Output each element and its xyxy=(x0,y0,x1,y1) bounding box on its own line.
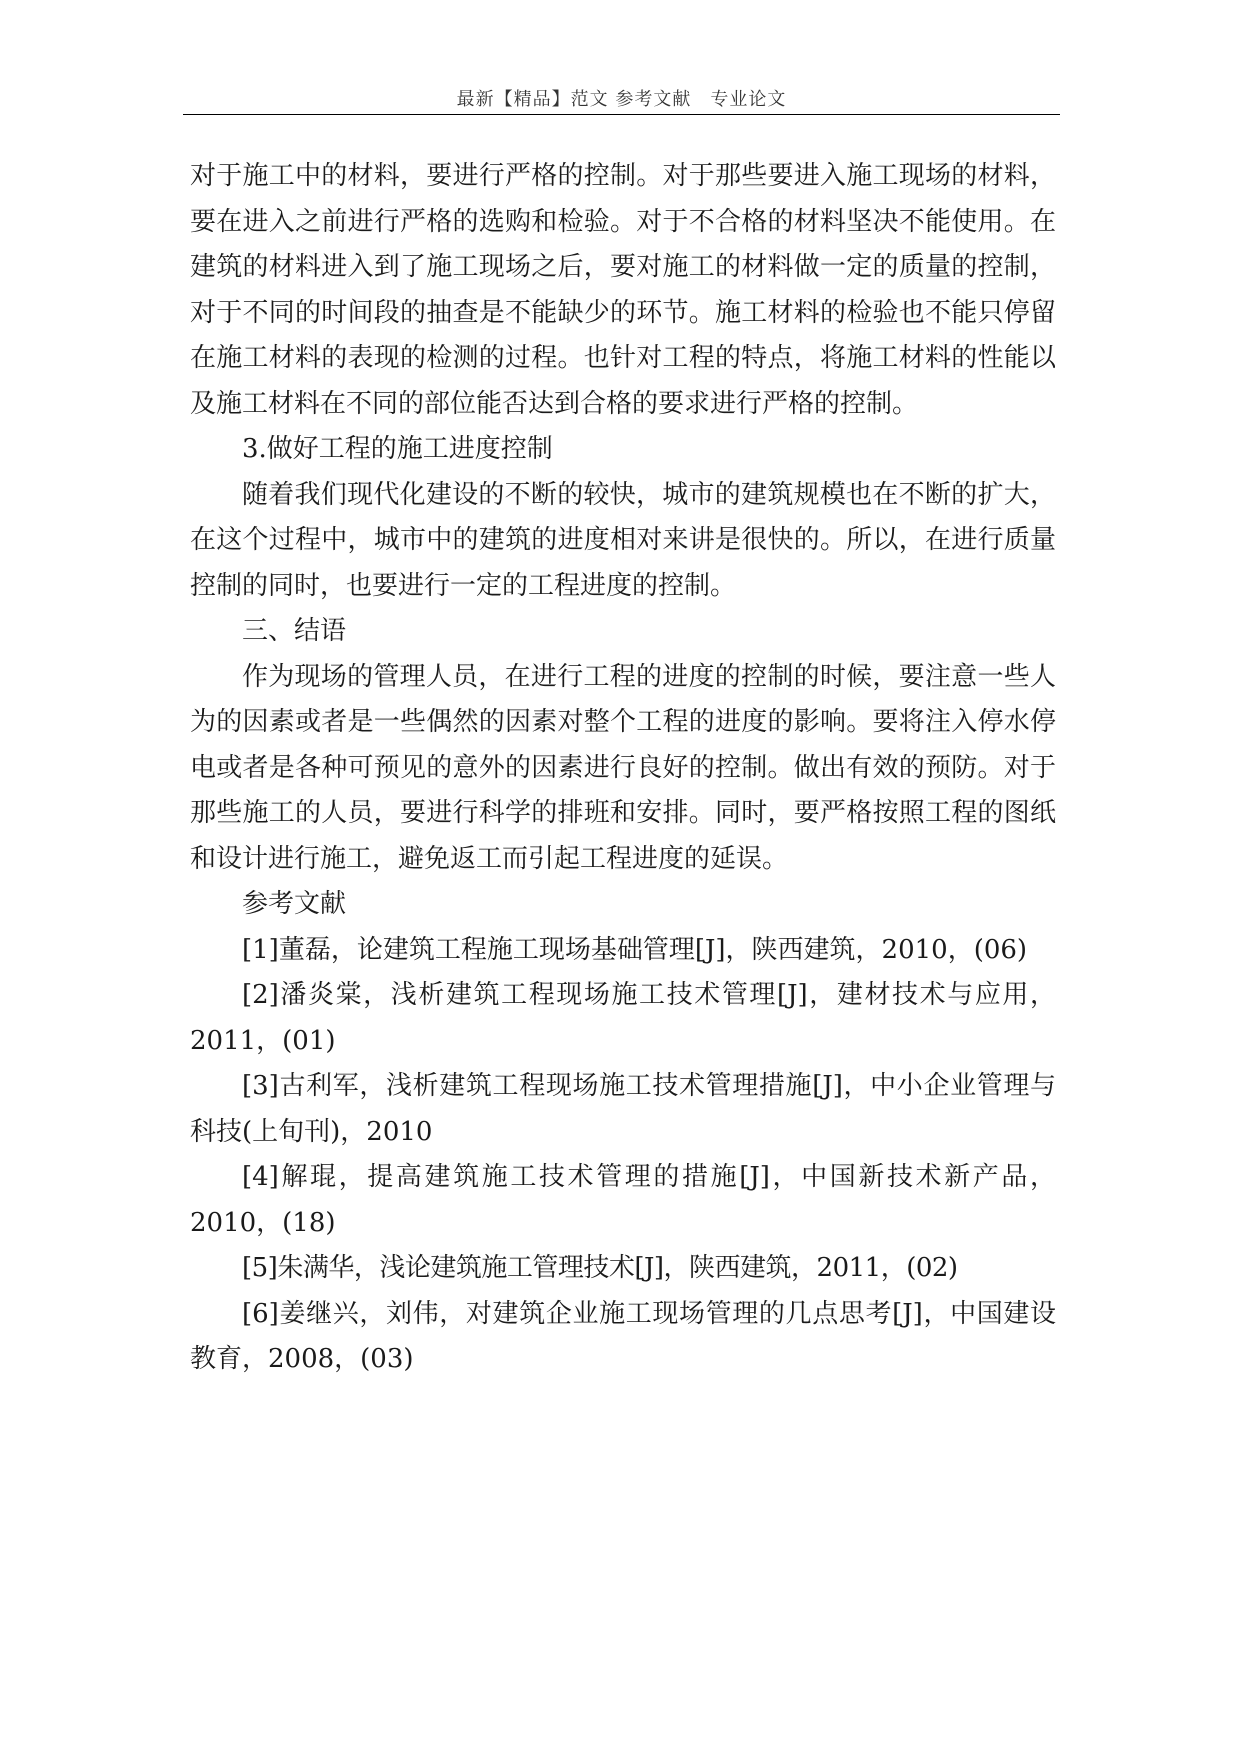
reference-item: [4]解琨，提高建筑施工技术管理的措施[J]，中国新技术新产品，2010，(18) xyxy=(190,1162,1056,1238)
reference-item: [3]古利军，浅析建筑工程现场施工技术管理措施[J]，中小企业管理与科技(上旬刊)，2010 xyxy=(190,1071,1056,1147)
reference-item: [1]董磊，论建筑工程施工现场基础管理[J]，陕西建筑，2010，(06) xyxy=(242,934,1028,965)
document-body xyxy=(190,154,1056,1383)
reference-item: [5]朱满华，浅论建筑施工管理技术[J]，陕西建筑，2011，(02) xyxy=(242,1253,958,1283)
reference-item: [6]姜继兴，刘伟，对建筑企业施工现场管理的几点思考[J]，中国建设教育，2008，(03) xyxy=(190,1298,1056,1374)
header-divider xyxy=(183,114,1060,115)
section-heading-references: 参考文献 xyxy=(242,889,347,919)
paragraph-materials: 对于施工中的材料，要进行严格的控制。对于那些要进入施工现场的材料，要在进入之前进行严格的选购和检验。对于不合格的材料坚决不能使用。在建筑的材料进入到了施工现场之后，要对施工的材料做一定的质量的控制，对于不同的时间段的抽查是不能缺少的环节。施工材料的检验也不能只停留在施工材料的表现的检测的过程。也针对工程的特点，将施工材料的性能以及施工材料在不同的部位能否达到合格的要求进行严格的控制。 xyxy=(190,161,1056,419)
reference-item: [2]潘炎棠，浅析建筑工程现场施工技术管理[J]，建材技术与应用，2011，(01) xyxy=(190,980,1056,1056)
page-header: 最新【精品】范文 参考文献 专业论文 xyxy=(456,89,787,110)
paragraph-progress: 随着我们现代化建设的不断的较快，城市的建筑规模也在不断的扩大，在这个过程中，城市中的建筑的进度相对来讲是很快的。所以，在进行质量控制的同时，也要进行一定的工程进度的控制。 xyxy=(190,479,1056,601)
section-heading-progress: 3.做好工程的施工进度控制 xyxy=(242,434,553,464)
section-heading-conclusion: 三、结语 xyxy=(242,616,347,646)
paragraph-conclusion: 作为现场的管理人员，在进行工程的进度的控制的时候，要注意一些人为的因素或者是一些偶然的因素对整个工程的进度的影响。要将注入停水停电或者是各种可预见的意外的因素进行良好的控制。做出有效的预防。对于那些施工的人员，要进行科学的排班和安排。同时，要严格按照工程的图纸和设计进行施工，避免返工而引起工程进度的延误。 xyxy=(190,661,1056,874)
